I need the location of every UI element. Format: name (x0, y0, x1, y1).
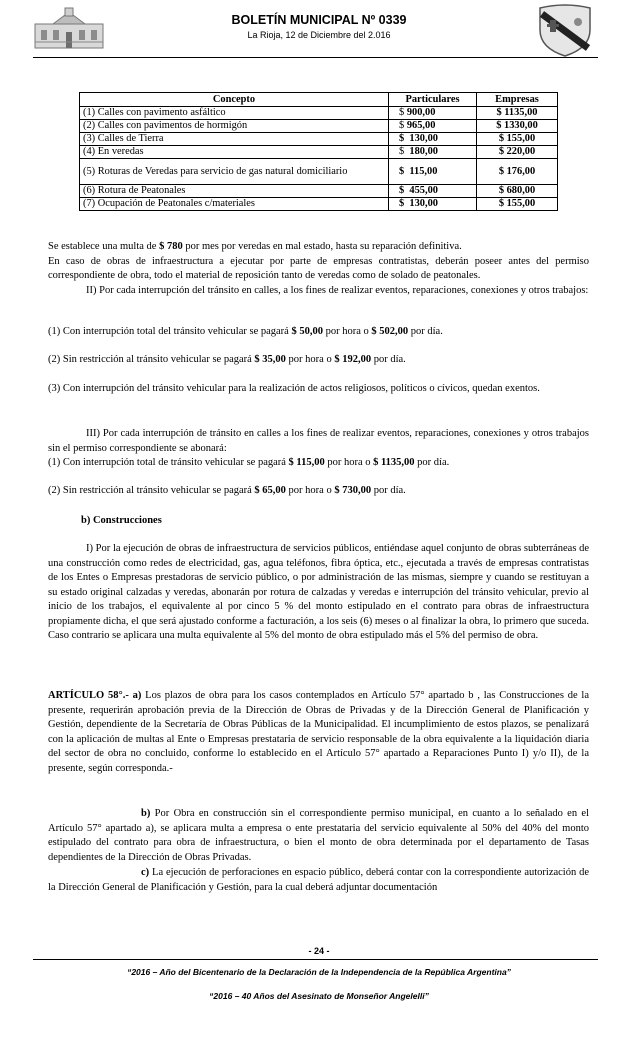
table-row (80, 198, 558, 211)
value: 130,00 (409, 198, 438, 209)
list-item-ii-2 (48, 353, 589, 368)
currency-sign: $ (399, 107, 405, 118)
footer-motto-2: “2016 – 40 Años del Asesinato de Monseñor Angelelli” (209, 991, 429, 1001)
text: Por Obra en construcción sin el correspondiente permiso municipal, en cuanto a lo señalado en el Artículo 57° apartado a), se aplicara multa a empresa o ente prestataria del servicio equivalente al 50% del 40% del monto estipulado del contrato para obra de infraestructura, o bien el monto de obra determinada por el departamento de Tasas dependientes de la Dirección de Obras Privadas. (48, 808, 589, 863)
table-row (80, 185, 558, 198)
text: por día. (408, 326, 443, 337)
text: por día. (414, 457, 450, 468)
list-item-iii-1 (48, 456, 589, 471)
value: 965,00 (406, 120, 436, 131)
footer-motto-1: “2016 – Año del Bicentenario de la Declaración de la Independencia de la República Argentina” (127, 967, 511, 977)
header-divider (33, 57, 598, 58)
amount: $ 192,00 (334, 354, 372, 365)
cell-concepto: (4) En veredas (80, 146, 389, 159)
cell-particulares (389, 133, 477, 146)
article-label: ARTÍCULO 58°.- a) (48, 690, 142, 701)
text: por día. (371, 485, 406, 496)
item-label: c) (141, 867, 150, 878)
cell-particulares (389, 159, 477, 185)
text: por día. (371, 354, 406, 365)
article-58-b (48, 807, 589, 865)
amount: $ 730,00 (334, 485, 372, 496)
cell-empresas: $ 176,00 (477, 159, 558, 185)
amount: $ 65,00 (254, 485, 286, 496)
table-header-row (80, 93, 558, 107)
city-shield-logo (532, 4, 598, 58)
paragraph-section-iii: III) Por cada interrupción de tránsito en calles a los fines de realizar eventos, reparaciones, conexiones y otros trabajos sin el permiso correspondiente se abonará: (48, 428, 589, 454)
bulletin-title: BOLETÍN MUNICIPAL Nº 0339 (231, 13, 407, 27)
text: (2) Sin restricción al tránsito vehicular se pagará (48, 485, 255, 496)
amount: $ 50,00 (291, 326, 323, 337)
amount: $ 115,00 (288, 457, 325, 468)
cell-particulares (389, 185, 477, 198)
value: 455,00 (409, 185, 438, 196)
currency-sign: $ (399, 133, 405, 144)
text: En caso de obras de infraestructura a ejecutar por parte de empresas contratistas, deberán poseer antes del permiso correspondiente de obra, todo el material de reposición tanto de veredas como de solado de peatonales. (48, 255, 589, 281)
cell-concepto: (5) Roturas de Veredas para servicio de gas natural domiciliario (80, 159, 389, 185)
column-header-particulares: Particulares (389, 93, 477, 107)
value: 180,00 (409, 146, 438, 157)
amount: $ 502,00 (371, 326, 409, 337)
fees-table (79, 92, 558, 211)
cell-particulares (389, 107, 477, 120)
currency-sign: $ (399, 165, 405, 177)
text: por hora o (285, 485, 335, 496)
cell-empresas: $ 155,00 (477, 198, 558, 211)
text: Se establece una multa de (48, 241, 160, 252)
text: por hora o (324, 457, 374, 468)
amount: $ 1135,00 (373, 457, 415, 468)
paragraph-multa-veredas (48, 240, 589, 284)
text: por hora o (322, 326, 372, 337)
text: Los plazos de obra para los casos contemplados en Artículo 57° apartado b , las Construcciones de la presente, requerirán aprobación previa de la Dirección de Obras de Privadas y de la Dirección General de Planificación y Gestión, dependiente de la Secretaría de Obras Públicas de la Municipalidad. El incumplimiento de estos plazos, se penalizará con la aplicación de multas al Ente o Empresas prestataria de servicio responsable de la obra equivalente a la liquidación diaria del sector de obra no concluido, conforme lo establecido en el Artículo 57° apartado a Reparaciones Punto I) y/o II), de la presente, según corresponda.- (48, 690, 589, 774)
page-number: - 24 - (308, 946, 330, 956)
bulletin-date: La Rioja, 12 de Diciembre del 2.016 (247, 30, 391, 40)
value: 115,00 (409, 165, 438, 177)
currency-sign: $ (399, 120, 405, 131)
cell-concepto: (2) Calles con pavimentos de hormigón (80, 120, 389, 133)
amount: $ 780 (159, 241, 183, 252)
table-row (80, 133, 558, 146)
currency-sign: $ (399, 185, 405, 196)
currency-sign: $ (399, 146, 405, 157)
list-item-ii-3: (3) Con interrupción del tránsito vehicular para la realización de actos religiosos, políticos o cívicos, quedan exentos. (48, 383, 540, 394)
item-label: b) (141, 808, 151, 819)
text: por mes por veredas en mal estado, hasta su reparación definitiva. (182, 241, 462, 252)
text: (2) Sin restricción al tránsito vehicular se pagará (48, 354, 255, 365)
cell-concepto: (1) Calles con pavimento asfáltico (80, 107, 389, 120)
footer-divider (33, 959, 598, 960)
text: por hora o (285, 354, 335, 365)
paragraph-section-ii: II) Por cada interrupción del tránsito en calles, a los fines de realizar eventos, reparaciones, conexiones y otros trabajos: (86, 285, 589, 296)
column-header-concepto: Concepto (80, 93, 389, 107)
list-item-ii-1 (48, 325, 589, 340)
section-heading-construcciones: b) Construcciones (81, 515, 162, 526)
cell-empresas: $ 1330,00 (477, 120, 558, 133)
table-row (80, 107, 558, 120)
cell-empresas: $ 155,00 (477, 133, 558, 146)
amount: $ 35,00 (254, 354, 286, 365)
text: La ejecución de perforaciones en espacio público, deberá contar con la correspondiente autorización de la Dirección General de Planificación y Gestión, para la cual deberá adjuntar documentación (48, 867, 589, 893)
table-row (80, 146, 558, 159)
cell-empresas: $ 220,00 (477, 146, 558, 159)
cell-particulares (389, 146, 477, 159)
article-58-a (48, 689, 589, 776)
paragraph-construcciones-i: I) Por la ejecución de obras de infraestructura de servicios públicos, entiéndase aquel conjunto de obras subterráneas de una construcción como redes de electricidad, gas, agua teléfonos, fibra óptica, etc., ejecutada a través de empresas contratistas de los Entes o Empresas prestadoras de servicio público, o por administración de las mismas, siempre y cuando se restituyan a su estado original calzadas y veredas, abonarán por rotura de calzadas y veredas e interrupción del tránsito vehicular, previo al inicio de los trabajos, el equivalente al por cinco 5 % del monto estipulado en el contrato para obras de infraestructura propiamente dicha, el que será ajustado conforme a facturación, a los seis (6) meses o al finalizar la obra, lo primero que suceda. Caso contrario se aplicara una multa equivalente al 5% del monto de obra estipulado más el 5% del permiso de obra. (48, 543, 589, 641)
table-row (80, 120, 558, 133)
article-58-c (48, 866, 589, 895)
list-item-iii-2 (48, 484, 589, 499)
text: (1) Con interrupción total del tránsito vehicular se pagará (48, 326, 292, 337)
value: 900,00 (406, 107, 436, 118)
cell-empresas: $ 1135,00 (477, 107, 558, 120)
cell-particulares (389, 120, 477, 133)
table-row (80, 159, 558, 185)
currency-sign: $ (399, 198, 405, 209)
cell-concepto: (3) Calles de Tierra (80, 133, 389, 146)
cell-concepto: (6) Rotura de Peatonales (80, 185, 389, 198)
cell-concepto: (7) Ocupación de Peatonales c/materiales (80, 198, 389, 211)
value: 130,00 (409, 133, 438, 144)
column-header-empresas: Empresas (477, 93, 558, 107)
text: (1) Con interrupción total de tránsito vehicular se pagará (48, 457, 289, 468)
cell-empresas: $ 680,00 (477, 185, 558, 198)
cell-particulares (389, 198, 477, 211)
